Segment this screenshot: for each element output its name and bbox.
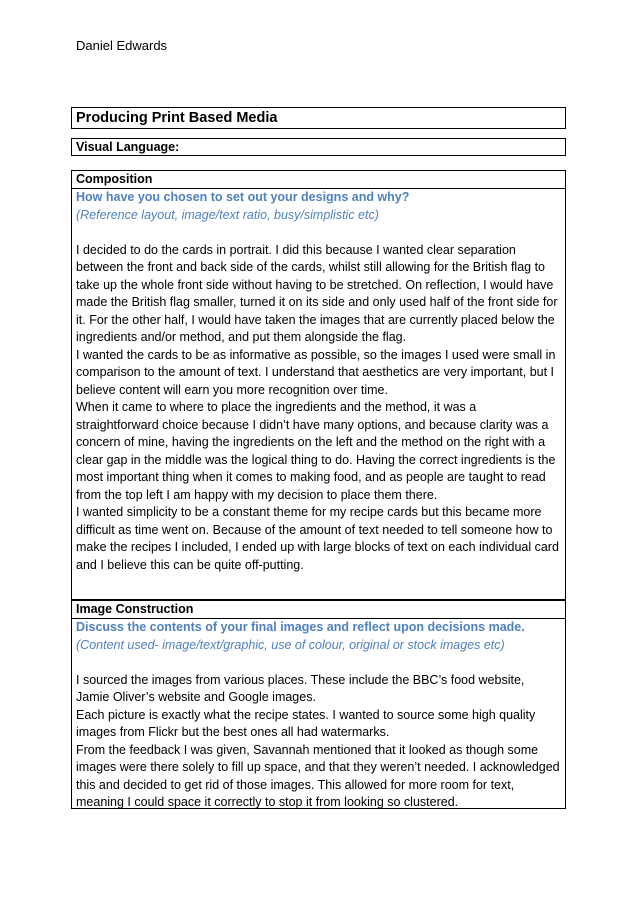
image-construction-hint: (Content used- image/text/graphic, use of colour, original or stock images etc) xyxy=(76,637,505,652)
image-construction-paragraph: I sourced the images from various places. These include the BBC’s food website, Jamie Oliver’s website and Google images. xyxy=(76,672,525,704)
composition-paragraph: I wanted simplicity to be a constant theme for my recipe cards but this became more difficult as time went on. Because of the amount of text needed to tell someone how to make the recipes I included, I ended up with large blocks of text on each individual card and I believe this can be quite off-putting. xyxy=(76,505,559,572)
spacer xyxy=(76,224,561,242)
document-title: Producing Print Based Media xyxy=(71,107,566,129)
composition-paragraph: I wanted the cards to be as informative as possible, so the images I used were small in comparison to the amount of text. I understand that aesthetics are very important, but I believe content will earn you more recognition over time. xyxy=(76,347,556,397)
image-construction-body xyxy=(72,619,565,812)
image-construction-question: Discuss the contents of your final images and reflect upon decisions made. xyxy=(76,620,525,634)
composition-section xyxy=(71,170,566,600)
composition-paragraph: I decided to do the cards in portrait. I did this because I wanted clear separation between the front and back side of the cards, whilst still allowing for the British flag to take up the whole front side without having to be stretched. On reflection, I would have made the British flag smaller, turned it on its side and only used half of the front side for it. For the other half, I would have taken the images that are currently placed below the ingredients and/or method, and put them alongside the flag. xyxy=(76,242,558,344)
image-construction-heading: Image Construction xyxy=(72,600,565,619)
image-construction-paragraph: From the feedback I was given, Savannah mentioned that it looked as though some images were there solely to fill up space, and that they weren’t needed. I acknowledged this and decided to get rid of those images. This allowed for more room for text, meaning I could space it correctly to stop it from looking so clustered. xyxy=(76,742,560,809)
composition-paragraph: When it came to where to place the ingredients and the method, it was a straightforward choice because I didn’t have many options, and because clarity was a concern of mine, having the ingredients on the left and the method on the right with a clear gap in the middle was the logical thing to do. Having the correct ingredients is the most important thing when it comes to making food, and as people are taught to read from the top left I am happy with my decision to place them there. xyxy=(76,400,556,502)
composition-body xyxy=(72,189,565,574)
image-construction-section xyxy=(71,600,566,809)
composition-hint: (Reference layout, image/text ratio, busy/simplistic etc) xyxy=(76,207,379,222)
spacer xyxy=(76,654,561,672)
composition-heading: Composition xyxy=(72,171,565,189)
composition-question: How have you chosen to set out your designs and why? xyxy=(76,190,410,204)
author-header: Daniel Edwards xyxy=(76,38,168,53)
visual-language-heading: Visual Language: xyxy=(71,138,566,156)
image-construction-paragraph: Each picture is exactly what the recipe states. I wanted to source some high quality images from Flickr but the best ones all had watermarks. xyxy=(76,707,536,739)
